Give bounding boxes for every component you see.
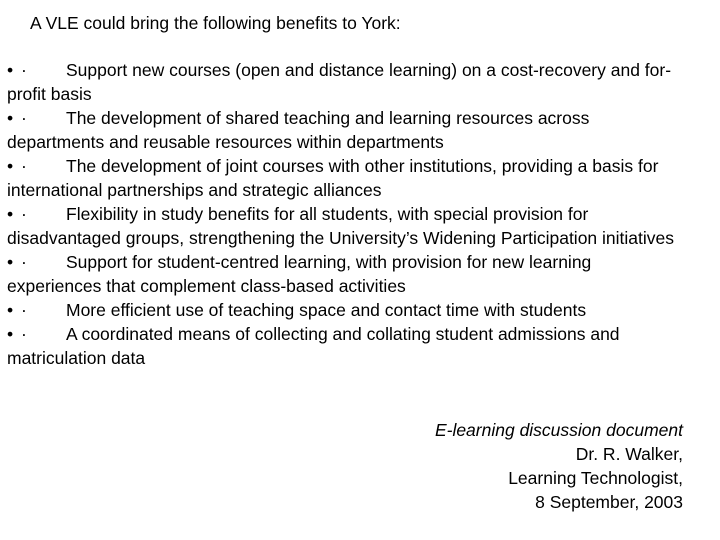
author-role: Learning Technologist, xyxy=(508,468,683,488)
bullet-icon: • xyxy=(7,252,14,272)
bullet-icon: · xyxy=(21,108,27,128)
benefit-text: The development of shared teaching and learning resources across departments and reusable resources within departments xyxy=(7,108,590,152)
bullet-icon: • xyxy=(7,108,14,128)
document-title: E-learning discussion document xyxy=(434,420,683,440)
bullet-icon: · xyxy=(21,156,27,176)
signature-block xyxy=(435,418,683,514)
benefit-item xyxy=(7,250,687,298)
bullet-icon: · xyxy=(21,324,27,344)
document-date: 8 September, 2003 xyxy=(535,492,683,512)
page-heading: A VLE could bring the following benefits to York: xyxy=(30,13,401,33)
author-name: Dr. R. Walker, xyxy=(575,444,683,464)
benefits-list xyxy=(7,58,687,370)
benefit-text: Flexibility in study benefits for all students, with special provision for disadvantaged groups, strengthening the University’s Widening Participation initiatives xyxy=(7,204,674,248)
benefit-item xyxy=(7,58,687,106)
benefit-item xyxy=(7,322,687,370)
bullet-icon: · xyxy=(21,204,27,224)
benefit-text: A coordinated means of collecting and collating student admissions and matriculation data xyxy=(7,324,620,368)
bullet-icon: • xyxy=(7,60,14,80)
bullet-icon: · xyxy=(21,60,27,80)
benefit-text: The development of joint courses with other institutions, providing a basis for international partnerships and strategic alliances xyxy=(7,156,659,200)
bullet-icon: • xyxy=(7,324,14,344)
bullet-icon: • xyxy=(7,204,14,224)
bullet-icon: · xyxy=(21,300,27,320)
benefit-item xyxy=(7,298,687,322)
benefit-item xyxy=(7,202,687,250)
benefit-text: More efficient use of teaching space and contact time with students xyxy=(66,300,587,320)
bullet-icon: • xyxy=(7,156,14,176)
benefit-item xyxy=(7,106,687,154)
benefit-text: Support for student-centred learning, with provision for new learning experiences that complement class-based activities xyxy=(7,252,592,296)
benefit-item xyxy=(7,154,687,202)
bullet-icon: · xyxy=(21,252,27,272)
benefit-text: Support new courses (open and distance learning) on a cost-recovery and for-profit basis xyxy=(7,60,672,104)
bullet-icon: • xyxy=(7,300,14,320)
